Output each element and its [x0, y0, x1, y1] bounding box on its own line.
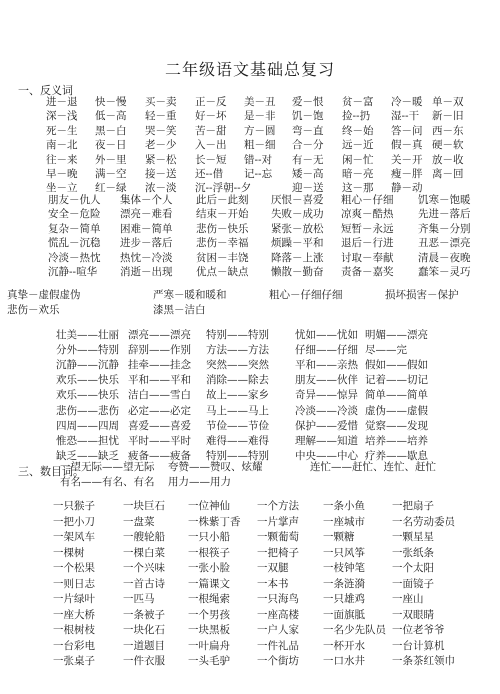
g2-item: 进步－落后 — [120, 237, 173, 250]
g4-item: 消除——除去 — [206, 374, 269, 387]
g6-item: 一只雄鸡 — [323, 593, 365, 605]
g1-item: 静－动 — [391, 182, 423, 195]
g2-item: 安全－危险 — [48, 208, 101, 221]
g6-item: 一把小刀 — [53, 515, 95, 528]
g4-item: 平和——平和 — [128, 374, 191, 387]
g1-item: 苦－甜 — [195, 124, 227, 137]
g4-item: 洁白——雪白 — [128, 389, 191, 402]
g2-item: 此后－此刻 — [196, 194, 249, 206]
g1-item: 矮－高 — [292, 168, 324, 180]
g4-item: 朋友——伙伴 — [295, 374, 358, 387]
g4-item: 尽——完 — [365, 344, 407, 357]
g6-item: 一条涟漪 — [323, 577, 365, 590]
g1-item: 早－晚 — [46, 168, 78, 180]
g6-item: 一张桌子 — [53, 655, 95, 667]
g3-item: 损坏损害－保护 — [385, 289, 459, 301]
g6-item: 一块黑板 — [188, 624, 230, 636]
g2-item: 优点－缺点 — [196, 266, 249, 278]
g1-item: 南－北 — [46, 139, 78, 152]
g1-item: 紧－松 — [145, 153, 177, 166]
g1-item: 低－高 — [95, 110, 127, 123]
g6-item: 一名劳动委员 — [392, 515, 455, 528]
g3-item: 严寒－暖和暖和 — [153, 289, 227, 301]
g6-item: 一只风筝 — [323, 546, 365, 559]
g6-item: 一张纸条 — [392, 546, 434, 559]
g2-item: 冷淡－热忱 — [48, 251, 101, 264]
g4-item: 特别——特别 — [206, 449, 269, 462]
g1-item: 远－近 — [342, 139, 374, 152]
g2-item: 慌乱－沉稳 — [48, 237, 101, 250]
g4-item: 必定——必定 — [128, 404, 191, 417]
g6-item: 一匹马 — [123, 593, 155, 605]
g5-item: 一望无际——望无际 — [60, 461, 155, 473]
g6-item: 一颗星星 — [392, 531, 434, 543]
g1-item: 沉--浮朝--夕 — [195, 182, 252, 195]
g1-item: 浓－淡 — [145, 182, 177, 195]
g1-item: 放－收 — [432, 153, 464, 166]
g2-item: 懒散－勤奋 — [271, 266, 324, 278]
g6-item: 一颗糖 — [323, 531, 355, 543]
g6-item: 一首古诗 — [123, 577, 165, 590]
g6-item: 一台计算机 — [392, 639, 445, 652]
g1-item: 关－开 — [391, 153, 423, 166]
g2-item: 消逝－出现 — [120, 266, 173, 278]
g6-item: 一头毛驴 — [188, 655, 230, 667]
g6-item: 一口水井 — [323, 655, 365, 667]
g2-item: 复杂－简单 — [48, 222, 101, 235]
g1-item: 湿--干 — [391, 110, 420, 123]
g4-item: 中央——中心 — [295, 449, 358, 462]
g6-item: 一只猴子 — [53, 500, 95, 512]
g1-item: 老－少 — [145, 139, 177, 152]
g6-item: 一颗葡萄 — [257, 531, 299, 543]
g3-item: 粗心－仔细仔细 — [269, 289, 343, 301]
g4-item: 特别——特别 — [206, 329, 269, 341]
g6-item: 一片掌声 — [257, 515, 299, 528]
g1-item: 终－始 — [342, 124, 374, 137]
g1-item: 有－无 — [292, 153, 324, 166]
g4-item: 四周——四周 — [56, 419, 119, 432]
g1-item: 长－短 — [195, 153, 227, 166]
g1-item: 坐－立 — [46, 182, 78, 195]
g5-item: 用力——用力 — [168, 476, 231, 488]
g5-item: 有名——有名、有名 — [60, 476, 155, 488]
g1-item: 瘦－胖 — [391, 168, 423, 180]
g4-item: 节俭——节俭 — [206, 419, 269, 432]
g3-item: 真挚－虚假虚伪 — [7, 289, 81, 301]
page-title: 二年级语文基础总复习 — [164, 60, 335, 79]
g4-item: 沉静——沉静 — [56, 359, 119, 372]
g6-item: 一个松果 — [53, 562, 95, 574]
g6-item: 一块化石 — [123, 624, 165, 636]
g4-item: 仔细——仔细 — [295, 344, 358, 357]
g2-item: 朋友－仇人 — [48, 194, 101, 206]
g2-item: 蠢笨－灵巧 — [418, 266, 471, 278]
g2-item: 齐集－分别 — [418, 222, 471, 235]
g4-item: 壮美——壮丽 — [56, 329, 119, 341]
g1-item: 粗－细 — [244, 139, 276, 152]
g1-item: 饥－饱 — [292, 110, 324, 123]
g6-item: 一本书 — [257, 577, 289, 590]
g4-item: 觉察——发现 — [365, 419, 428, 432]
g1-item: 爱－恨 — [292, 96, 324, 108]
g6-item: 一株紫丁香 — [188, 515, 241, 528]
g2-item: 凉爽－酷热 — [341, 208, 394, 221]
g4-item: 缺乏——缺乏 — [56, 449, 119, 462]
g4-item: 难得——难得 — [206, 434, 269, 447]
g4-item: 培养——培养 — [365, 434, 428, 447]
g1-item: 西－东 — [432, 124, 464, 137]
g6-item: 一则日志 — [53, 577, 95, 590]
g2-item: 短暂－永远 — [341, 222, 394, 235]
g2-item: 贫困－丰饶 — [196, 251, 249, 264]
g1-item: 单－双 — [432, 96, 464, 108]
g6-item: 一张小脸 — [188, 562, 230, 574]
g4-item: 理解——知道 — [295, 434, 358, 447]
g2-item: 失败－成功 — [271, 208, 324, 221]
g1-item: 买－卖 — [145, 96, 177, 108]
g2-item: 降落－上涨 — [271, 251, 324, 264]
g1-item: 合－分 — [292, 139, 324, 152]
g1-item: 捡--扔 — [342, 110, 371, 123]
g1-item: 快－慢 — [95, 96, 127, 108]
g4-item: 辞别——作别 — [128, 344, 191, 357]
g2-item: 结束－开始 — [196, 208, 249, 221]
g4-item: 疲备——疲备 — [128, 449, 191, 462]
g6-item: 一面旗胝 — [323, 608, 365, 621]
g6-item: 一台彩电 — [53, 639, 95, 652]
g6-item: 一个男孩 — [188, 608, 230, 621]
g1-item: 方－圆 — [244, 124, 276, 137]
g1-item: 冷－暖 — [391, 96, 423, 108]
g1-item: 入－出 — [195, 139, 227, 152]
g6-item: 一根绳索 — [188, 593, 230, 605]
g6-item: 一双眼睛 — [392, 608, 434, 621]
g6-item: 一条被子 — [123, 608, 165, 621]
g2-item: 烦躁－平和 — [271, 237, 324, 250]
g4-item: 虚伪——虚假 — [365, 404, 428, 417]
g1-item: 外－里 — [95, 153, 127, 166]
g3-item: 悲伤－欢乐 — [7, 303, 60, 316]
g1-item: 这－那 — [342, 182, 374, 195]
g4-item: 马上——马上 — [206, 404, 269, 417]
section-measure-words-heading: 三、数目词。 — [18, 465, 84, 478]
g1-item: 闲－忙 — [342, 153, 374, 166]
g2-item: 讨取－奉献 — [341, 251, 394, 264]
g6-item: 一只小船 — [188, 531, 230, 543]
section-antonyms-heading: 一、反义词 — [18, 84, 73, 97]
g6-item: 一架风车 — [53, 531, 95, 543]
g4-item: 分外——特别 — [56, 344, 119, 357]
g1-item: 错--对 — [244, 153, 273, 166]
g6-item: 一个街坊 — [257, 655, 299, 667]
g1-item: 进－退 — [46, 96, 78, 108]
g6-item: 一棵白菜 — [123, 546, 165, 559]
g1-item: 美－丑 — [244, 96, 276, 108]
g6-item: 一位老爷爷 — [392, 624, 445, 636]
g4-item: 挂牵——挂念 — [128, 359, 191, 372]
g6-item: 一座城市 — [323, 515, 365, 528]
g3-item: 漆黑－洁白 — [153, 303, 206, 316]
g6-item: 一根树枝 — [53, 624, 95, 636]
g6-item: 一枝钟笔 — [323, 562, 365, 574]
g2-item: 悲伤－快乐 — [196, 222, 249, 235]
g6-item: 一把椅子 — [257, 546, 299, 559]
g2-item: 漂亮－难看 — [120, 208, 173, 221]
g1-item: 假－真 — [391, 139, 423, 152]
g4-item: 欢乐——快乐 — [56, 374, 119, 387]
g6-item: 一根筷子 — [188, 546, 230, 559]
g1-item: 夜－日 — [95, 139, 127, 152]
g2-item: 清晨－夜晚 — [418, 251, 471, 264]
g6-item: 一户人家 — [257, 624, 299, 636]
g6-item: 一杯开水 — [323, 639, 365, 652]
g1-item: 答－问 — [391, 124, 423, 137]
g4-item: 冷淡——冷淡 — [295, 404, 358, 417]
g1-item: 哭－笑 — [145, 124, 177, 137]
g6-item: 一盘菜 — [123, 515, 155, 528]
g2-item: 先进－落后 — [418, 208, 471, 221]
g1-item: 贫－富 — [342, 96, 374, 108]
g2-item: 沉静--喧华 — [48, 266, 98, 278]
g6-item: 一名少先队员 — [323, 624, 386, 636]
g6-item: 一个太阳 — [392, 562, 434, 574]
g1-item: 硬－软 — [432, 139, 464, 152]
g1-item: 黑－白 — [95, 124, 127, 137]
g6-item: 一块巨石 — [123, 500, 165, 512]
g2-item: 集体－个人 — [120, 194, 173, 206]
g4-item: 漂亮——漂亮 — [128, 329, 191, 341]
g2-item: 紧张－放松 — [271, 222, 324, 235]
g1-item: 新－旧 — [432, 110, 464, 123]
g1-item: 往－来 — [46, 153, 78, 166]
g2-item: 饥寒－饱暖 — [418, 194, 471, 206]
g1-item: 迎－送 — [292, 182, 324, 195]
g1-item: 深－浅 — [46, 110, 78, 123]
g4-item: 喜爱——喜爱 — [128, 419, 191, 432]
g4-item: 欢乐——快乐 — [56, 389, 119, 402]
g6-item: 一条茶红领巾 — [392, 655, 455, 667]
g6-item: 一位神仙 — [188, 500, 230, 512]
g4-item: 突然——突然 — [206, 359, 269, 372]
g1-item: 好－坏 — [195, 110, 227, 123]
g4-item: 方法——方法 — [206, 344, 269, 357]
g4-item: 平和——亲热 — [295, 359, 358, 372]
g2-item: 粗心－仔细 — [341, 194, 394, 206]
g6-item: 一道题目 — [123, 639, 165, 652]
g6-item: 一个方法 — [257, 500, 299, 512]
g1-item: 还--借 — [195, 168, 224, 180]
g2-item: 悲伤－幸福 — [196, 237, 249, 250]
g5-item: 夸赞——赞叹、炫耀 — [168, 461, 263, 473]
g6-item: 一把扇子 — [392, 500, 434, 512]
g6-item: 一件礼品 — [257, 639, 299, 652]
g4-item: 记着——切记 — [365, 374, 428, 387]
g6-item: 一叶扁舟 — [188, 639, 230, 652]
g1-item: 暗－亮 — [342, 168, 374, 180]
g6-item: 一件衣服 — [123, 655, 165, 667]
g2-item: 厌恨－喜爱 — [271, 194, 324, 206]
g4-item: 明媚——漂亮 — [365, 329, 428, 341]
g6-item: 一条小鱼 — [323, 500, 365, 512]
g6-item: 一面镜子 — [392, 577, 434, 590]
g6-item: 一只海鸟 — [257, 593, 299, 605]
g1-item: 记--忘 — [244, 168, 273, 180]
g2-item: 丑恶－漂亮 — [418, 237, 471, 250]
g1-item: 接－送 — [145, 168, 177, 180]
g4-item: 惟恐——担忧 — [56, 434, 119, 447]
g1-item: 轻－重 — [145, 110, 177, 123]
g1-item: 满－空 — [95, 168, 127, 180]
g6-item: 一棵树 — [53, 546, 85, 559]
g4-item: 故上——家乡 — [206, 389, 269, 402]
g1-item: 正－反 — [195, 96, 227, 108]
g6-item: 一篇课文 — [188, 577, 230, 590]
g2-item: 热忱－冷淡 — [120, 251, 173, 264]
g6-item: 一座高楼 — [257, 608, 299, 621]
g4-item: 假如——假如 — [365, 359, 428, 372]
g4-item: 平时——平时 — [128, 434, 191, 447]
g6-item: 一艘轮船 — [123, 531, 165, 543]
g1-item: 离－回 — [432, 168, 464, 180]
g6-item: 一座山 — [392, 593, 424, 605]
g1-item: 是－非 — [244, 110, 276, 123]
g2-item: 责备－嘉奖 — [341, 266, 394, 278]
g6-item: 一片绿叶 — [53, 593, 95, 605]
g6-item: 一双腿 — [257, 562, 289, 574]
g4-item: 忧如——忧如 — [295, 329, 358, 341]
g2-item: 退后－行进 — [341, 237, 394, 250]
g4-item: 疗养——歇息 — [365, 449, 428, 462]
g4-item: 悲伤——悲伤 — [56, 404, 119, 417]
g5-item: 连忙——赶忙、连忙、赶忙 — [310, 461, 436, 473]
g1-item: 红－绿 — [95, 182, 127, 195]
g4-item: 简单——简单 — [365, 389, 428, 402]
g6-item: 一座大桥 — [53, 608, 95, 621]
g1-item: 弯－直 — [292, 124, 324, 137]
g4-item: 奇异——惊异 — [295, 389, 358, 402]
g1-item: 死－生 — [46, 124, 78, 137]
g4-item: 保护——爱惜 — [295, 419, 358, 432]
g2-item: 困难－简单 — [120, 222, 173, 235]
g6-item: 一个兴味 — [123, 562, 165, 574]
